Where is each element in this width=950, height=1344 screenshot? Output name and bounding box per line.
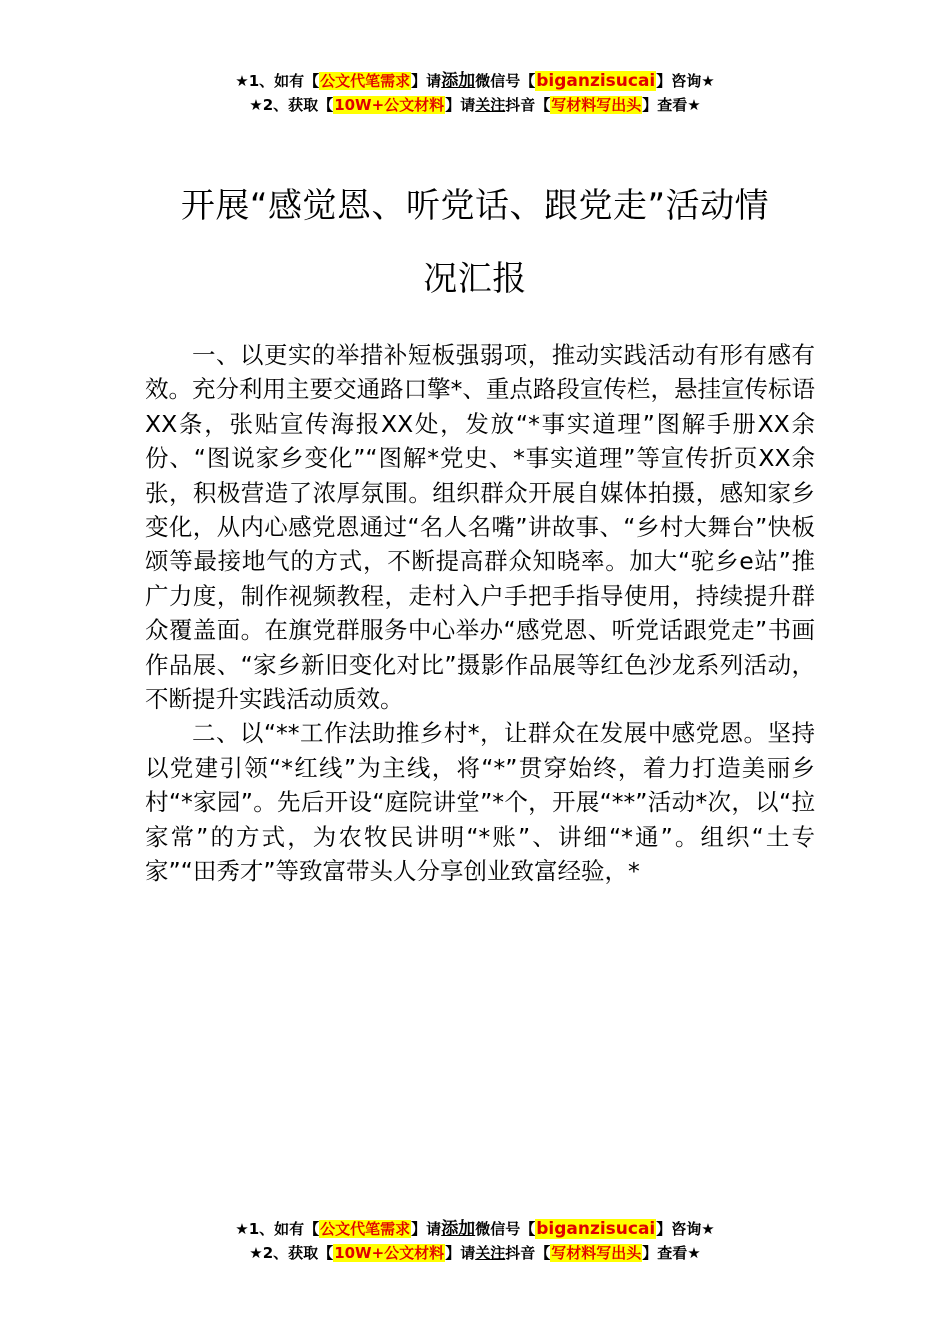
banner-underlined-text: 添加 [441,71,476,91]
banner-line-2 [0,1241,950,1265]
banner-line-2 [0,93,950,117]
banner-text: 】查看★ [642,96,701,114]
banner-text: ★1、如有【 [235,1220,320,1238]
banner-text: 】请 [445,1244,476,1262]
highlight-writing-service: 公文代笔需求 [320,72,411,90]
banner-text: 】请 [445,96,476,114]
banner-underlined-text: 关注 [475,1244,506,1262]
highlight-materials: 10W+公文材料 [334,96,445,114]
banner-text: 抖音【 [505,1244,551,1262]
banner-line-1 [0,69,950,93]
banner-text: 微信号【 [475,72,536,90]
title-line-2: 况汇报 [423,259,527,299]
banner-text: ★2、获取【 [249,1244,334,1262]
banner-text: 】咨询★ [656,1220,715,1238]
title-line-1: 开展“感觉恩、听党话、跟党走”活动情 [180,186,770,226]
highlight-douyin-account: 写材料写出头 [551,1244,642,1262]
banner-text: 】查看★ [642,1244,701,1262]
banner-text: 】请 [411,72,442,90]
highlight-wechat-id: biganzisucai [536,1219,656,1239]
document-body [145,338,815,889]
highlight-materials: 10W+公文材料 [334,1244,445,1262]
banner-text: 】请 [411,1220,442,1238]
banner-line-1 [0,1217,950,1241]
highlight-douyin-account: 写材料写出头 [551,96,642,114]
banner-text: ★1、如有【 [235,72,320,90]
highlight-wechat-id: biganzisucai [536,71,656,91]
footer-banner [0,1217,950,1265]
highlight-writing-service: 公文代笔需求 [320,1220,411,1238]
header-banner [0,69,950,117]
banner-underlined-text: 添加 [441,1219,476,1239]
paragraph-2: 二、以“**工作法助推乡村*，让群众在发展中感党恩。坚持以党建引领“*红线”为主线，将“*”贯穿始终，着力打造美丽乡村“*家园”。先后开设“庭院讲堂”*个，开展“**”活动*次，以“拉家常”的方式，为农牧民讲明“*账”、讲细“*通”。组织“土专家”“田秀才”等致富带头人分享创业致富经验，* [145,719,815,886]
banner-text: 抖音【 [505,96,551,114]
paragraph-1: 一、以更实的举措补短板强弱项，推动实践活动有形有感有效。充分利用主要交通路口擎*、重点路段宣传栏，悬挂宣传标语XX条，张贴宣传海报XX处，发放“*事实道理”图解手册XX余份、“图说家乡变化”“图解*党史、*事实道理”等宣传折页XX余张，积极营造了浓厚氛围。组织群众开展自媒体拍摄，感知家乡变化，从内心感党恩通过“名人名嘴”讲故事、“乡村大舞台”快板颂等最接地气的方式，不断提高群众知晓率。加大“驼乡e站”推广力度，制作视频教程，走村入户手把手指导使用，持续提升群众覆盖面。在旗党群服务中心举办“感党恩、听党话跟党走”书画作品展、“家乡新旧变化对比”摄影作品展等红色沙龙系列活动，不断提升实践活动质效。 [145,341,815,714]
banner-text: ★2、获取【 [249,96,334,114]
banner-text: 微信号【 [475,1220,536,1238]
document-title [140,170,810,316]
banner-text: 】咨询★ [656,72,715,90]
banner-underlined-text: 关注 [475,96,506,114]
